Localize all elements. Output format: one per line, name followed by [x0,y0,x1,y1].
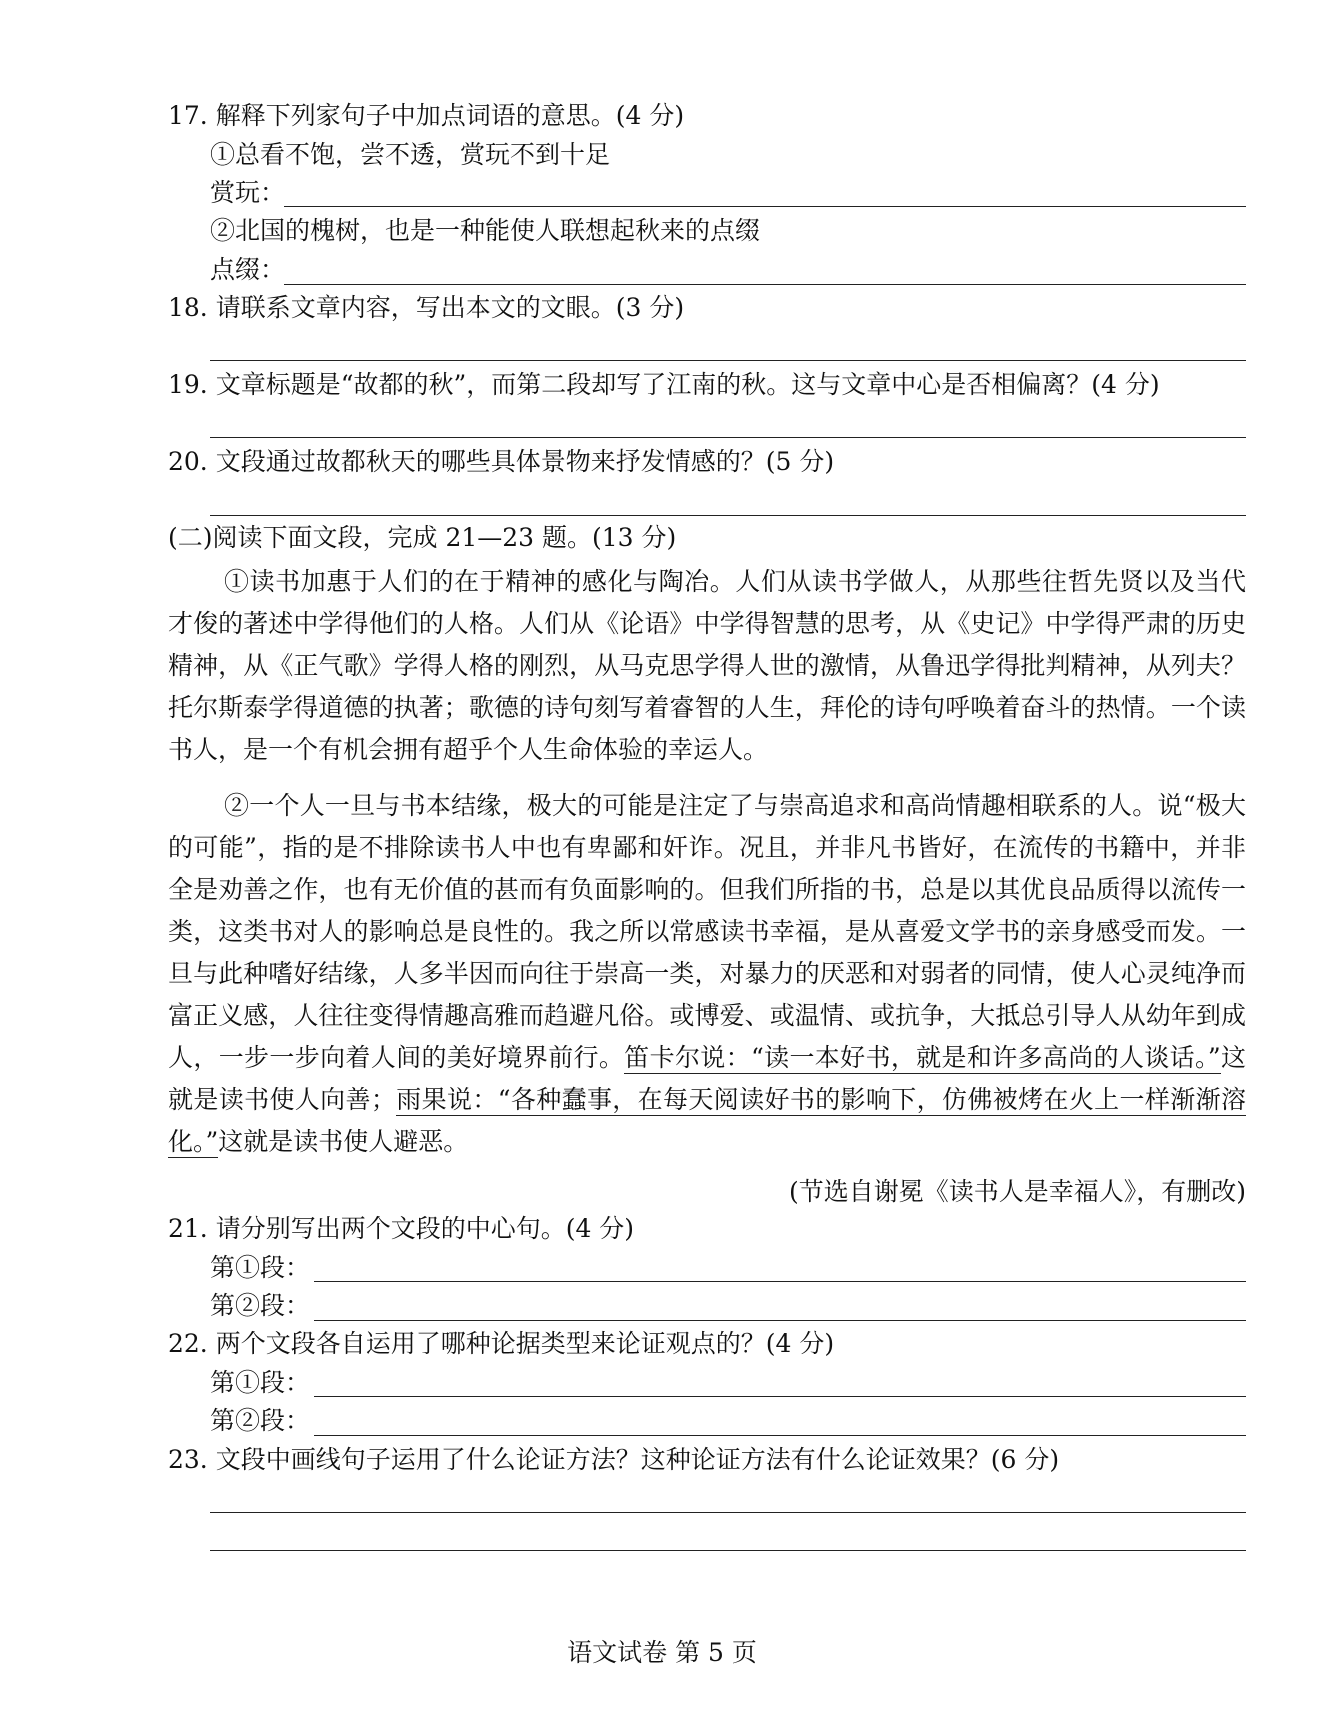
q22-answer-line-para1[interactable] [314,1396,1246,1397]
underlined-sentence-descartes: 笛卡尔说：“读一本好书，就是和许多高尚的人谈话。” [624,1043,1221,1072]
q23-answer-line-2[interactable] [210,1550,1246,1551]
q17-item2-answer-line[interactable] [284,284,1246,285]
paragraph-2-text: ②一个人一旦与书本结缘，极大的可能是注定了与崇高追求和高尚情趣相联系的人。说“极大的可能”，指的是不排除读书人中也有卑鄙和奸诈。况且，并非凡书皆好，在流传的书籍中，并非全是劝善之作，也有无价值的甚而有负面影响的。但我们所指的书，总是以其优良品质得以流传一类，这类书对人的影响总是良性的。我之所以常感读书幸福，是从喜爱文学书的亲身感受而发。一旦与此种嗜好结缘，人多半因而向往于崇高一类，对暴力的厌恶和对弱者的同情，使人心灵纯净而富正义感，人往往变得情趣高雅而趋避凡俗。或博爱、或温情、或抗争，大抵总引导人从幼年到成人，一步一步向着人间的美好境界前行。 [168,791,1246,1072]
q21-title: 21. 请分别写出两个文段的中心句。(4 分) [168,1214,635,1243]
q17-item1-sentence: ①总看不饱，尝不透，赏玩不到十足 [210,140,611,169]
page-footer: 语文试卷 第 5 页 [567,1638,757,1667]
q17-item1-label: 赏玩： [210,178,286,207]
q21-label-para1: 第①段： [210,1253,311,1282]
q21-answer-line-para1[interactable] [314,1281,1246,1282]
q17-item2-sentence: ②北国的槐树，也是一种能使人联想起秋来的点缀 [210,216,761,245]
paragraph-2-text-middle: 这就是读书使人向善； [168,1043,1246,1114]
q20-title: 20. 文段通过故都秋天的哪些具体景物来抒发情感的？(5 分) [168,447,835,476]
q22-label-para1: 第①段： [210,1368,311,1397]
q22-answer-line-para2[interactable] [314,1435,1246,1436]
paragraph-2-text-end: 这就是读书使人避恶。 [218,1127,469,1156]
q22-title: 22. 两个文段各自运用了哪种论据类型来论证观点的？(4 分) [168,1329,835,1358]
q22-label-para2: 第②段： [210,1406,311,1435]
q21-answer-line-para2[interactable] [314,1320,1246,1321]
q18-title: 18. 请联系文章内容，写出本文的文眼。(3 分) [168,293,685,322]
q18-answer-line[interactable] [210,360,1246,361]
q23-answer-line-1[interactable] [210,1512,1246,1513]
section2-paragraph-1: ①读书加惠于人们的在于精神的感化与陶冶。人们从读书学做人，从那些往哲先贤以及当代才俊的著述中学得他们的人格。人们从《论语》中学得智慧的思考，从《史记》中学得严肃的历史精神，从《正气歌》学得人格的刚烈，从马克思学得人世的激情，从鲁迅学得批判精神，从列夫？托尔斯泰学得道德的执著；歌德的诗句刻写着睿智的人生，拜伦的诗句呼唤着奋斗的热情。一个读书人，是一个有机会拥有超乎个人生命体验的幸运人。 [168,567,1246,764]
q21-label-para2: 第②段： [210,1291,311,1320]
q17-item2-label: 点缀： [210,255,286,284]
q20-answer-line[interactable] [210,515,1246,516]
section2-heading: (二)阅读下面文段，完成 21—23 题。(13 分) [168,523,677,552]
q19-title: 19. 文章标题是“故都的秋”，而第二段却写了江南的秋。这与文章中心是否相偏离？(4 分) [168,370,1160,399]
q17-title: 17. 解释下列家句子中加点词语的意思。(4 分) [168,101,685,130]
q19-answer-line[interactable] [210,437,1246,438]
q23-title: 23. 文段中画线句子运用了什么论证方法？这种论证方法有什么论证效果？(6 分) [168,1445,1060,1474]
q17-item1-answer-line[interactable] [284,206,1246,207]
underlined-sentence-hugo: 雨果说：“各种蠢事，在每天阅读好书的影响下，仿佛被烤在火上一样渐渐溶化。” [168,1085,1246,1156]
source-citation: (节选自谢冕《读书人是幸福人》，有删改) [788,1177,1246,1206]
section2-paragraph-2 [168,785,1246,1163]
